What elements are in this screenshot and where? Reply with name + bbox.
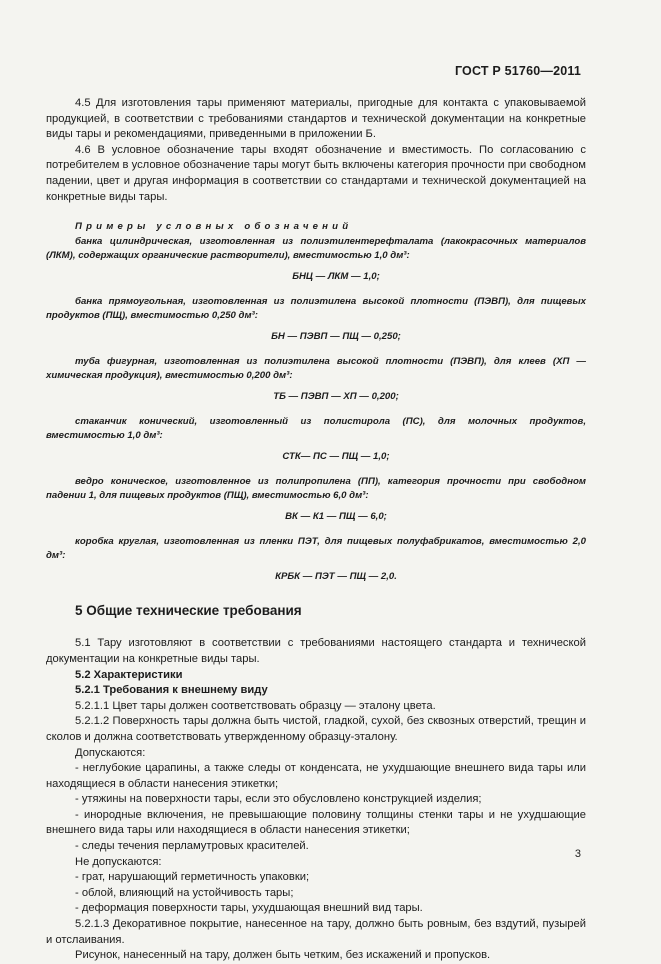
allowed-item: - неглубокие царапины, а также следы от конденсата, не ухудшающие внешнего вида тары или находящиеся в области нанесения этикетки; bbox=[46, 762, 586, 790]
heading-5-2-1: 5.2.1 Требования к внешнему виду bbox=[75, 684, 268, 697]
paragraph-4-5: 4.5 Для изготовления тары применяют материалы, пригодные для контакта с упаковываемой продукцией, в соответствии с требованиями стандартов и технической документации на конкретные виды тары и рекомендациями, приведенными в приложении Б. bbox=[46, 97, 586, 141]
paragraph-5-2-1-3: 5.2.1.3 Декоративное покрытие, нанесенное на тару, должно быть ровным, без вздутий, пузырей и отслаивания. bbox=[46, 918, 586, 946]
allowed-item: - следы течения перламутровых красителей. bbox=[75, 840, 309, 853]
example-text: ведро коническое, изготовленное из полипропилена (ПП), категория прочности при свободном падении 1, для пищевых продуктов (ПЩ), вместимостью 6,0 дм³: bbox=[46, 475, 586, 501]
examples-title: Примеры условных обозначений bbox=[75, 221, 353, 233]
paragraph-4-6: 4.6 В условное обозначение тары входят обозначение и вместимость. По согласованию с потребителем в условное обозначение тары могут быть включены категория прочности при свободном падении, цвет и другая информация в соответствии со стандартами и технической документацией на конкретные виды тары. bbox=[46, 143, 586, 203]
allowed-item: - инородные включения, не превышающие половину толщины стенки тары и не ухудшающие внешнего вида тары или находящиеся в области нанесения этикетки; bbox=[46, 808, 586, 837]
example-text: коробка круглая, изготовленная из пленки ПЭТ, для пищевых полуфабрикатов, вместимостью 2,0 дм³: bbox=[46, 535, 586, 561]
not-allowed-item: - облой, влияющий на устойчивость тары; bbox=[75, 886, 294, 899]
paragraph-drawing: Рисунок, нанесенный на тару, должен быть четким, без искажений и пропусков. bbox=[75, 949, 491, 962]
not-allowed-label: Не допускаются: bbox=[75, 855, 162, 868]
example-formula: КРБК — ПЭТ — ПЩ — 2,0. bbox=[275, 571, 397, 583]
example-text: стаканчик конический, изготовленный из полистирола (ПС), для молочных продуктов, вместимостью 1,0 дм³: bbox=[46, 415, 586, 441]
allowed-label: Допускаются: bbox=[75, 746, 146, 759]
example-formula: БНЦ — ЛКМ — 1,0; bbox=[292, 271, 380, 283]
paragraph-5-1: 5.1 Тару изготовляют в соответствии с требованиями настоящего стандарта и технической документации на конкретные виды тары. bbox=[46, 637, 586, 665]
standard-header: ГОСТ Р 51760—2011 bbox=[454, 64, 581, 78]
section-5-title: 5 Общие технические требования bbox=[75, 602, 302, 618]
heading-5-2: 5.2 Характеристики bbox=[75, 668, 183, 681]
not-allowed-item: - деформация поверхности тары, ухудшающая внешний вид тары. bbox=[75, 902, 423, 915]
paragraph-5-2-1-2: 5.2.1.2 Поверхность тары должна быть чистой, гладкой, сухой, без сквозных отверстий, трещин и сколов и должна соответствовать утвержденному образцу-эталону. bbox=[46, 715, 586, 743]
example-formula: ВК — К1 — ПЩ — 6,0; bbox=[285, 511, 387, 523]
example-formula: ТБ — ПЭВП — ХП — 0,200; bbox=[273, 391, 399, 403]
page-content bbox=[46, 96, 586, 964]
allowed-item: - утяжины на поверхности тары, если это обусловлено конструкцией изделия; bbox=[75, 793, 482, 806]
not-allowed-item: - грат, нарушающий герметичность упаковки; bbox=[75, 871, 310, 884]
paragraph-5-2-1-1: 5.2.1.1 Цвет тары должен соответствовать образцу — эталону цвета. bbox=[75, 699, 436, 712]
example-formula: СТК— ПС — ПЩ — 1,0; bbox=[282, 451, 390, 463]
example-text: туба фигурная, изготовленная из полиэтилена высокой плотности (ПЭВП), для клеев (ХП — химическая продукция), вместимостью 0,200 дм³: bbox=[46, 355, 586, 381]
page-number: 3 bbox=[574, 848, 581, 860]
example-text: банка прямоугольная, изготовленная из полиэтилена высокой плотности (ПЭВП), для пищевых продуктов (ПЩ), вместимостью 0,250 дм³: bbox=[46, 295, 586, 321]
example-formula: БН — ПЭВП — ПЩ — 0,250; bbox=[271, 331, 401, 343]
example-text: банка цилиндрическая, изготовленная из полиэтилентерефталата (лакокрасочных материалов (ЛКМ), содержащих органические растворители), вместимостью 1,0 дм³: bbox=[46, 235, 586, 261]
